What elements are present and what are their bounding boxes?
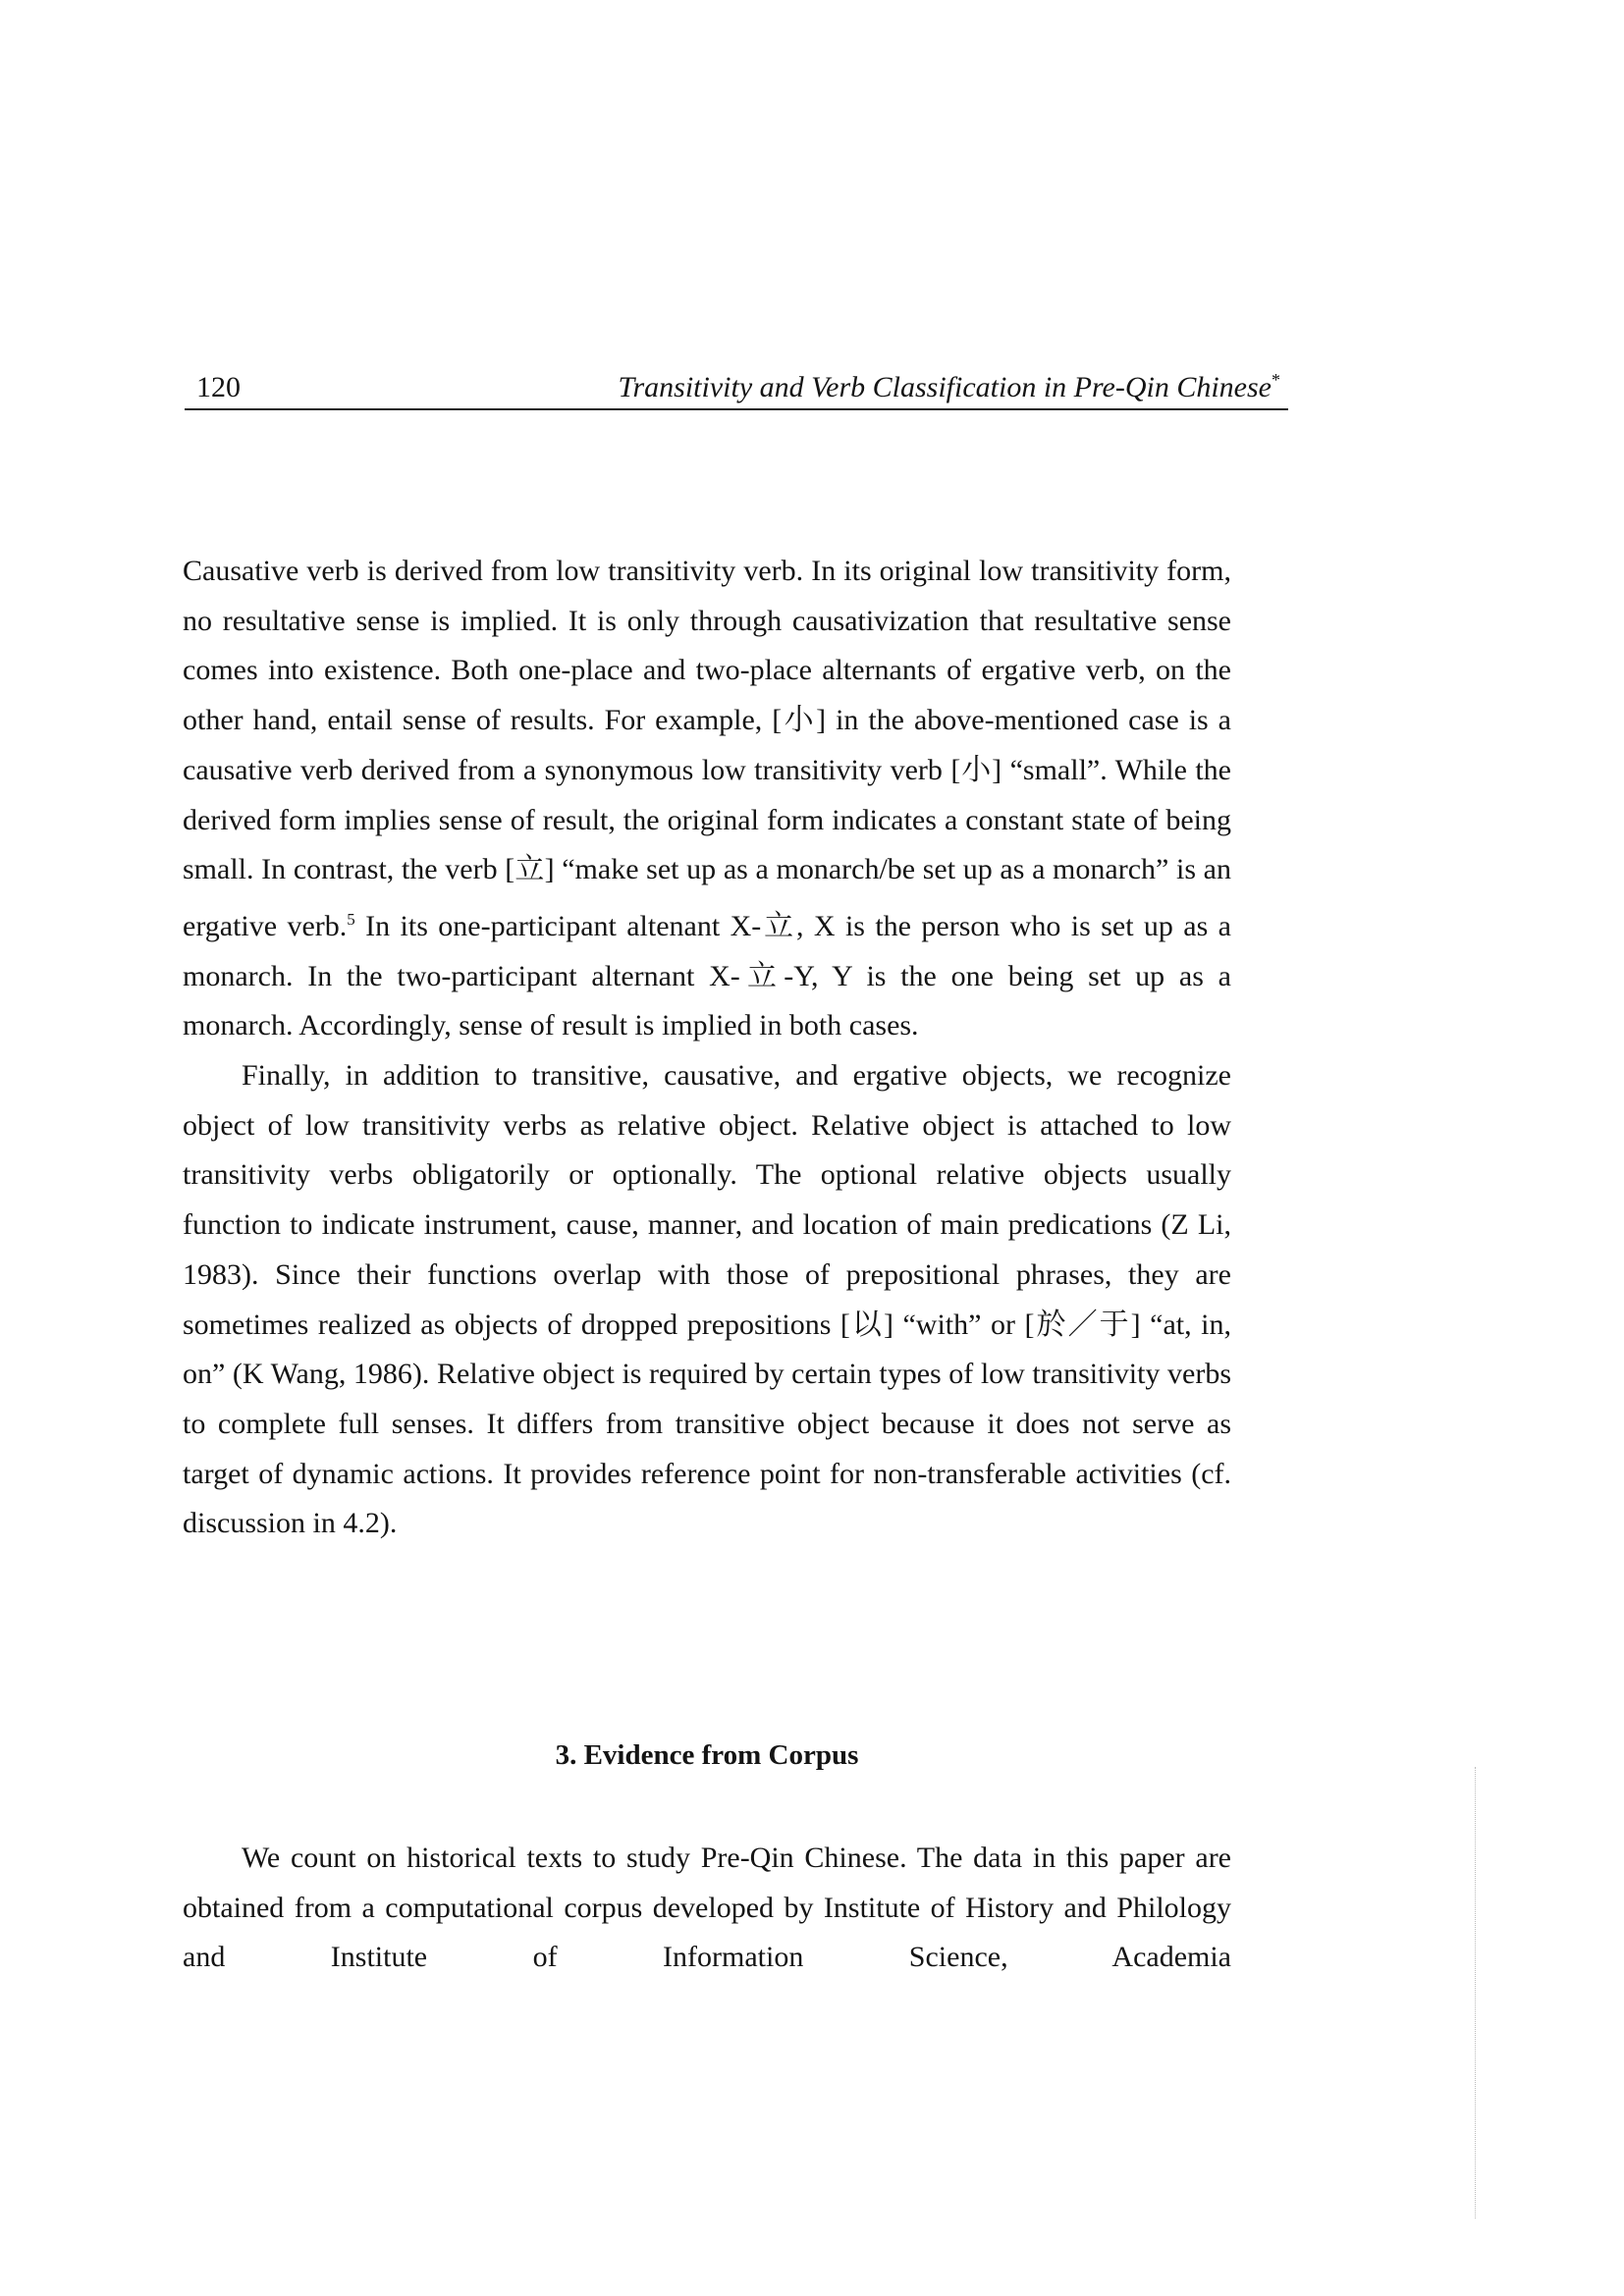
running-header [185, 365, 1288, 410]
running-title [618, 370, 1280, 404]
paragraph-1-continuation: In its one-participant altenant X-立, X is the person who is set up as a monarch. In the two-participant alternant X-立-Y, Y is the one being set up as a monarch. Accordingly, sense of result is implied in both cases. [183, 909, 1231, 1042]
page-number: 120 [196, 371, 241, 403]
section-paragraph: We count on historical texts to study Pre-Qin Chinese. The data in this paper are obtained from a computational corpus developed by Institute of History and Philology and Institute of Information Science, Academia [183, 1842, 1231, 1974]
section-heading: 3. Evidence from Corpus [555, 1739, 859, 1771]
footnote-ref: 5 [347, 909, 355, 929]
paragraph-2: Finally, in addition to transitive, causative, and ergative objects, we recognize object of low transitivity verbs as relative object. Relative object is attached to low transitivity verbs obligatorily or optionally. The optional relative objects usually function to indicate instrument, cause, manner, and location of main predications (Z Li, 1983). Since their functions overlap with those of prepositional phrases, they are sometimes realized as objects of dropped prepositions [以] “with” or [於／于] “at, in, on” (K Wang, 1986). Relative object is required by certain types of low transitivity verbs to complete full senses. It differs from transitive object because it does not serve as target of dynamic actions. It provides reference point for non-transferable activities (cf. discussion in 4.2). [183, 1059, 1231, 1540]
body-text [183, 547, 1231, 1549]
margin-scan-line [1475, 1767, 1476, 2218]
paragraph-1-text: Causative verb is derived from low transitivity verb. In its original low transitivity form, no resultative sense is implied. It is only through causativization that resultative sense comes into existence. Both one-place and two-place alternants of ergative verb, on the other hand, entail sense of results. For example, [小] in the above-mentioned case is a causative verb derived from a synonymous low transitivity verb [小] “small”. While the derived form implies sense of result, the original form indicates a constant state of being small. In contrast, the verb [立] “make set up as a monarch/be set up as a monarch” is an ergative verb. [183, 555, 1231, 942]
paragraph-1 [183, 547, 1231, 1051]
title-footnote-mark: * [1272, 370, 1280, 390]
running-title-text: Transitivity and Verb Classification in Pre-Qin Chinese [618, 371, 1272, 403]
section-body [183, 1834, 1231, 1983]
